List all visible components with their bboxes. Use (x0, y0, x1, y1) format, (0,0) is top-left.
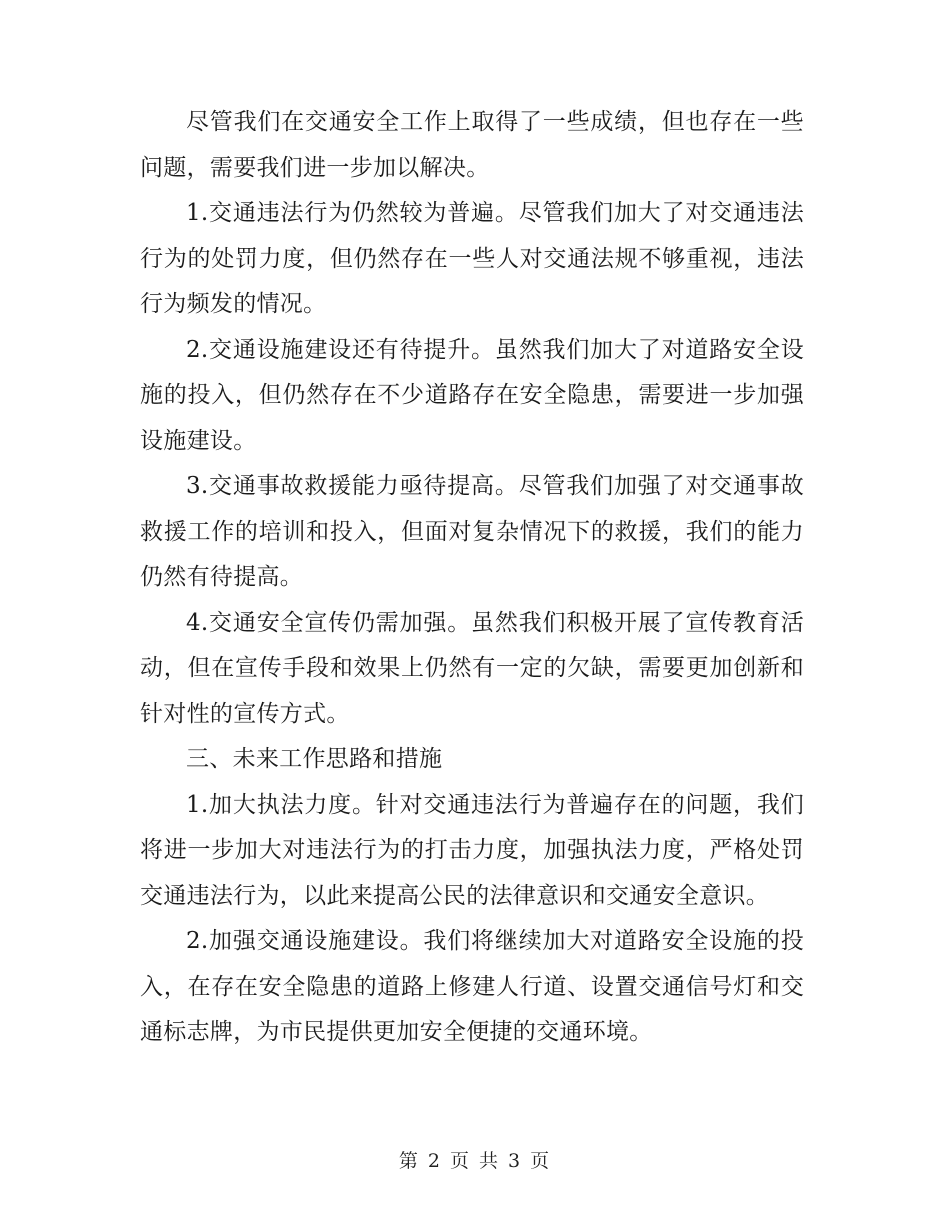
issue-3-paragraph: 3.交通事故救援能力亟待提高。尽管我们加强了对交通事故救援工作的培训和投入，但面对复杂情况下的救援，我们的能力仍然有待提高。 (140, 473, 804, 590)
page-number-footer: 第 2 页 共 3 页 (398, 1150, 552, 1172)
measure-2-paragraph: 2.加强交通设施建设。我们将继续加大对道路安全设施的投入，在存在安全隐患的道路上修建人行道、设置交通信号灯和交通标志牌，为市民提供更加安全便捷的交通环境。 (140, 928, 804, 1045)
document-body (140, 100, 804, 1056)
issue-4-paragraph: 4.交通安全宣传仍需加强。虽然我们积极开展了宣传教育活动，但在宣传手段和效果上仍然有一定的欠缺，需要更加创新和针对性的宣传方式。 (140, 609, 804, 727)
section-heading: 三、未来工作思路和措施 (186, 746, 443, 772)
issue-2-paragraph: 2.交通设施建设还有待提升。虽然我们加大了对道路安全设施的投入，但仍然存在不少道路存在安全隐患，需要进一步加强设施建设。 (140, 336, 804, 454)
measure-1-paragraph: 1.加大执法力度。针对交通违法行为普遍存在的问题，我们将进一步加大对违法行为的打击力度，加强执法力度，严格处罚交通违法行为，以此来提高公民的法律意识和交通安全意识。 (140, 791, 804, 909)
intro-paragraph: 尽管我们在交通安全工作上取得了一些成绩，但也存在一些问题，需要我们进一步加以解决。 (140, 109, 804, 181)
issue-1-paragraph: 1.交通违法行为仍然较为普遍。尽管我们加大了对交通违法行为的处罚力度，但仍然存在一些人对交通法规不够重视，违法行为频发的情况。 (140, 200, 804, 317)
